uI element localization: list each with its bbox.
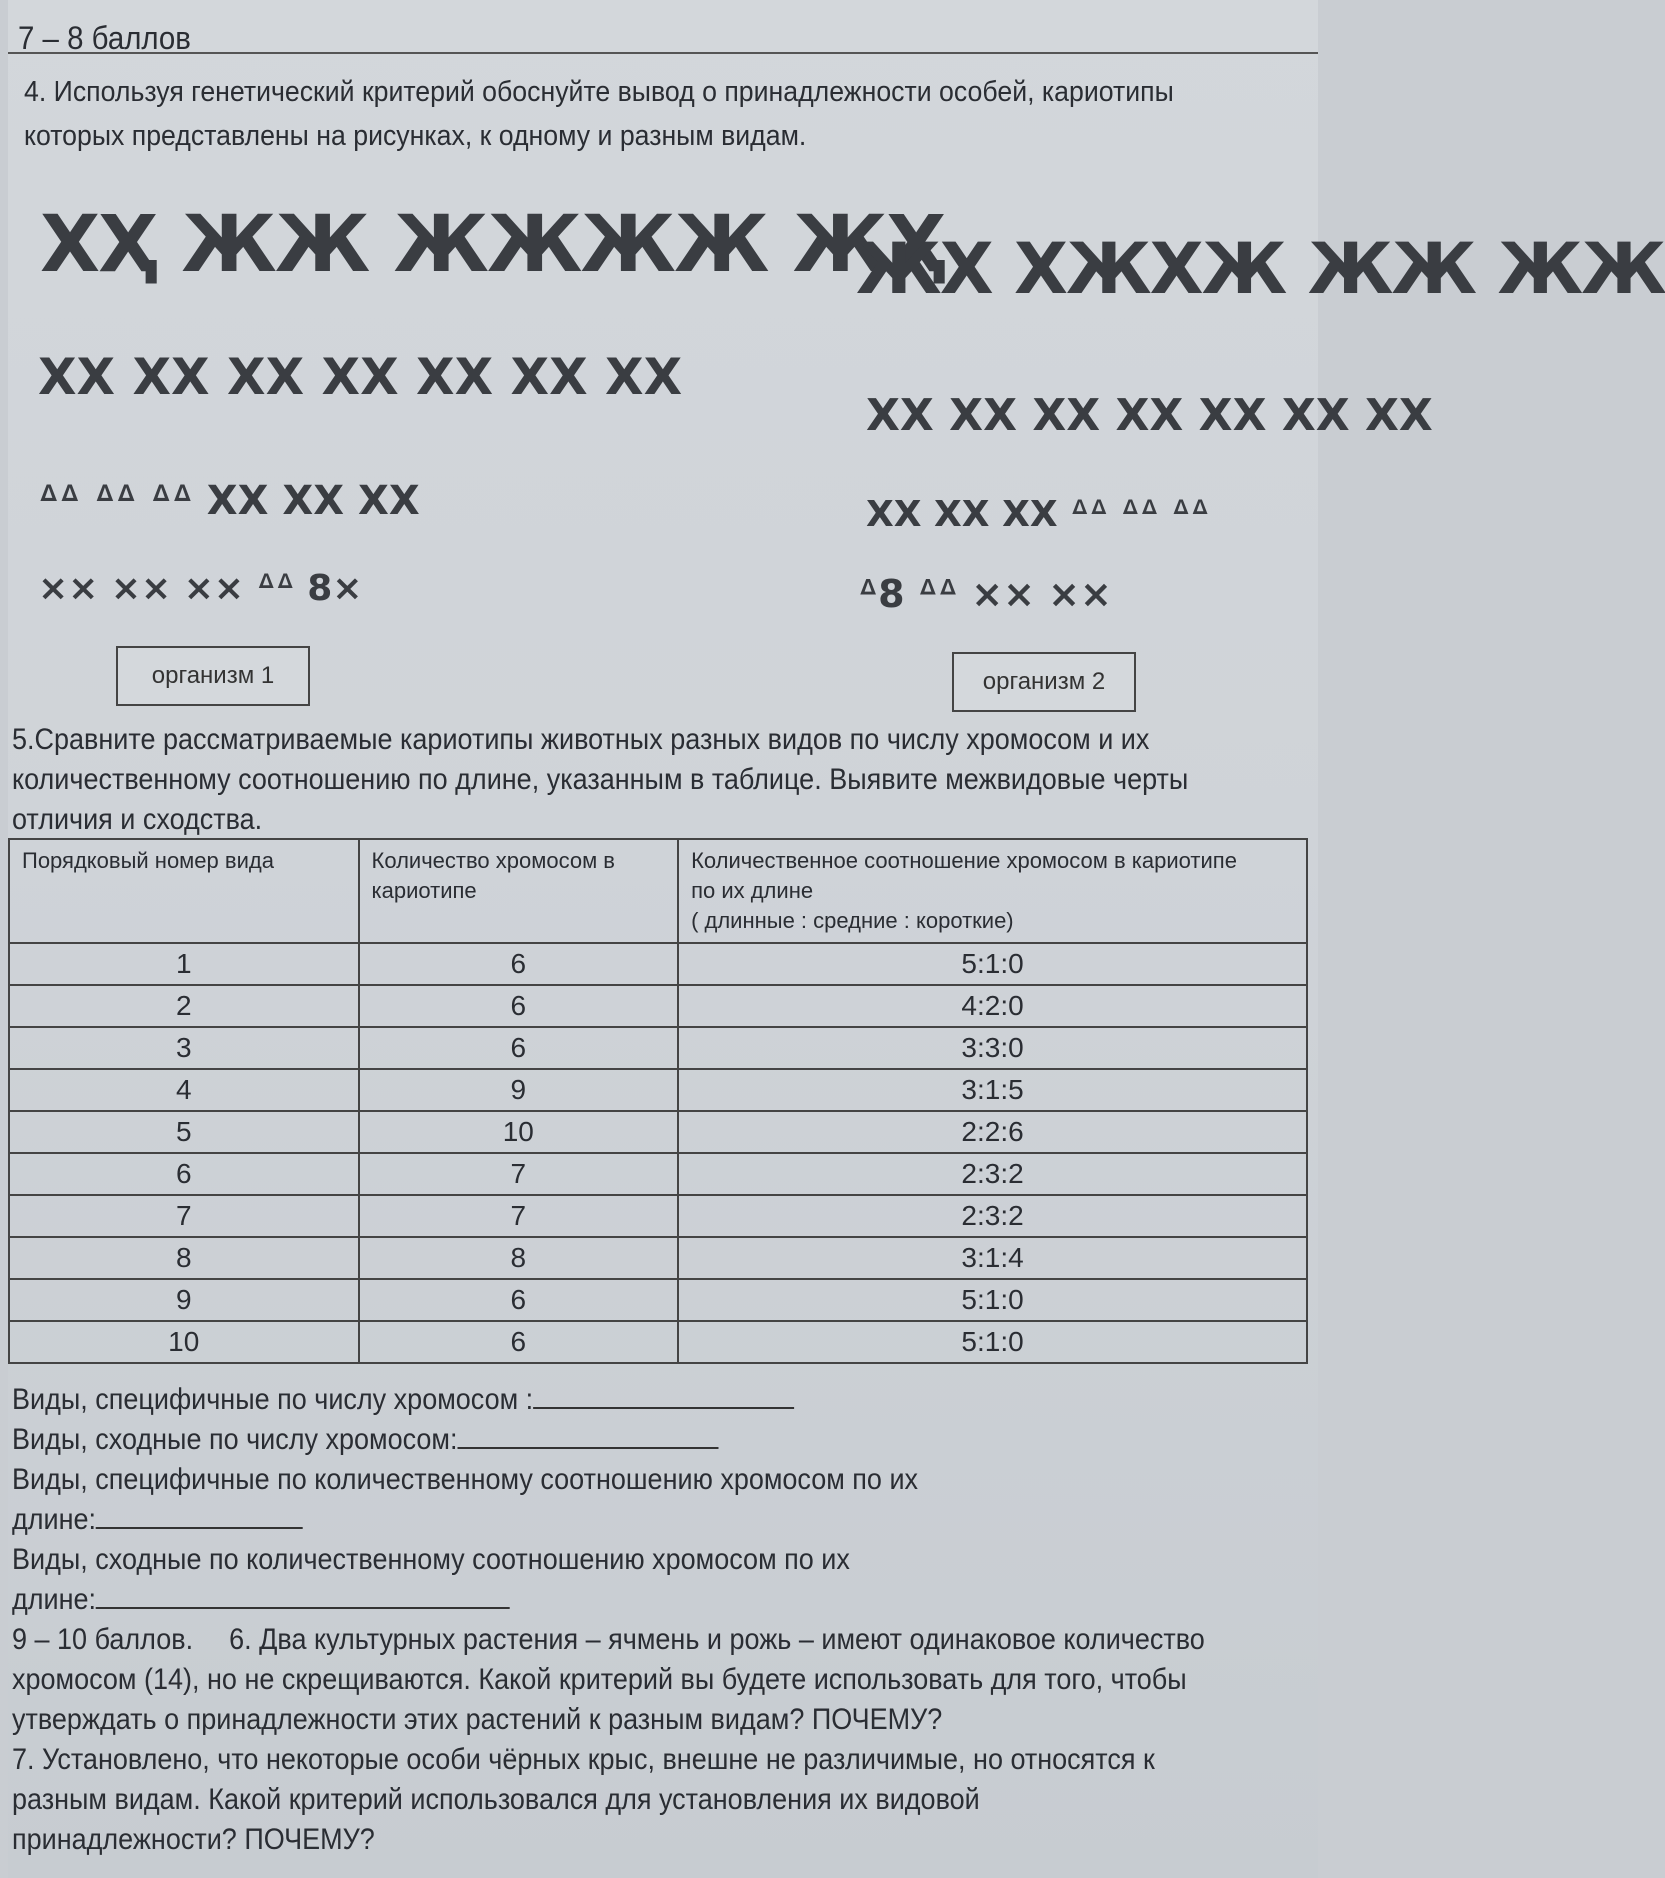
header-length-ratio	[678, 839, 1307, 943]
task-7-line-1: 7. Установлено, что некоторые особи чёрных крыс, внешне не различимые, но относятся к	[12, 1743, 1155, 1776]
chromosome-row-4: ᐞ8 ᐞᐞ ×× ××	[858, 572, 1112, 616]
task-6-line-1	[12, 1620, 1205, 1660]
answer-blank-1[interactable]	[533, 1381, 794, 1409]
points-9-10: 9 – 10 баллов.	[12, 1623, 194, 1656]
answer-specific-ratio-line-1: Виды, специфичные по количественному соотношению хромосом по их	[12, 1463, 919, 1496]
table-row	[9, 1195, 1307, 1237]
table-header-row	[9, 839, 1307, 943]
answer-similar-ratio-line-1: Виды, сходные по количественному соотношению хромосом по их	[12, 1543, 850, 1576]
chromosome-count: 7	[359, 1195, 679, 1237]
length-ratio: 3:3:0	[678, 1027, 1307, 1069]
chromosome-count: 6	[359, 1027, 679, 1069]
header-ratio-line-3: ( длинные : средние : короткие)	[691, 908, 1014, 933]
species-number: 7	[9, 1195, 359, 1237]
header-species-number	[9, 839, 359, 943]
species-number: 4	[9, 1069, 359, 1111]
points-heading: 7 – 8 баллов	[18, 20, 191, 56]
table-row	[9, 1237, 1307, 1279]
task-7-line-2: разным видам. Какой критерий использовался для установления их видовой	[12, 1783, 980, 1816]
species-number: 2	[9, 985, 359, 1027]
chromosome-row-3: ᐞᐞ ᐞᐞ ᐞᐞ ХХ ХХ ХХ	[38, 478, 420, 524]
header-species-number-text: Порядковый номер вида	[22, 848, 274, 873]
chromosome-row-2: ХХ ХХ ХХ ХХ ХХ ХХ ХХ	[866, 390, 1433, 441]
length-ratio: 2:3:2	[678, 1195, 1307, 1237]
table-row	[9, 985, 1307, 1027]
chromosome-count: 6	[359, 1279, 679, 1321]
answer-specific-count	[12, 1380, 1191, 1420]
organism-1-label: организм 1	[116, 646, 310, 706]
chromosome-count: 10	[359, 1111, 679, 1153]
chromosome-row-3: ХХ ХХ ХХ ᐞᐞ ᐞᐞ ᐞᐞ	[866, 494, 1210, 535]
task-6-line-2: хромосом (14), но не скрещиваются. Какой критерий вы будете использовать для того, чтобы	[12, 1663, 1187, 1696]
chromosome-count: 9	[359, 1069, 679, 1111]
worksheet-page	[8, 0, 1665, 1878]
chromosome-count: 6	[359, 985, 679, 1027]
species-number: 9	[9, 1279, 359, 1321]
chromosome-count: 7	[359, 1153, 679, 1195]
header-count-line-1: Количество хромосом в	[371, 848, 615, 873]
chromosome-row-2: ХХ ХХ ХХ ХХ ХХ ХХ ХХ	[38, 348, 683, 406]
answer-specific-count-label: Виды, специфичные по числу хромосом :	[12, 1383, 534, 1416]
species-number: 3	[9, 1027, 359, 1069]
answer-similar-count-label: Виды, сходные по числу хромосом:	[12, 1423, 458, 1456]
length-ratio: 5:1:0	[678, 943, 1307, 985]
table-row	[9, 1153, 1307, 1195]
header-count-line-2: кариотипе	[371, 878, 477, 903]
chromosome-count: 6	[359, 1321, 679, 1363]
task-6-line-3: утверждать о принадлежности этих растений к разным видам? ПОЧЕМУ?	[12, 1703, 943, 1736]
species-number: 5	[9, 1111, 359, 1153]
length-ratio: 3:1:4	[678, 1237, 1307, 1279]
header-ratio-line-2: по их длине	[691, 878, 814, 903]
chromosome-row-1: ЖХ ХЖХЖ ЖЖ ЖЖ	[856, 228, 1665, 310]
table-row	[9, 1027, 1307, 1069]
answer-similar-ratio-label: длине:	[12, 1583, 97, 1616]
length-ratio: 2:2:6	[678, 1111, 1307, 1153]
species-number: 6	[9, 1153, 359, 1195]
chromosome-row-4: ×× ×× ×× ᐞᐞ 8×	[38, 568, 363, 609]
length-ratio: 3:1:5	[678, 1069, 1307, 1111]
top-rule	[8, 52, 1318, 54]
chromosome-count: 8	[359, 1237, 679, 1279]
species-number: 10	[9, 1321, 359, 1363]
answer-specific-ratio-line-2	[12, 1500, 1191, 1540]
answers-section	[12, 1380, 1205, 1860]
length-ratio: 4:2:0	[678, 985, 1307, 1027]
answer-specific-ratio-label: длине:	[12, 1503, 97, 1536]
length-ratio: 5:1:0	[678, 1321, 1307, 1363]
length-ratio: 5:1:0	[678, 1279, 1307, 1321]
species-number: 8	[9, 1237, 359, 1279]
answer-blank-2[interactable]	[458, 1421, 719, 1449]
answer-similar-count	[12, 1420, 1191, 1460]
species-table	[8, 838, 1308, 1364]
table-row	[9, 943, 1307, 985]
organism-2-label: организм 2	[952, 652, 1136, 712]
answer-similar-ratio-line-2	[12, 1580, 1191, 1620]
answer-blank-3[interactable]	[96, 1501, 303, 1529]
header-ratio-line-1: Количественное соотношение хромосом в кариотипе	[691, 848, 1237, 873]
chromosome-row-1: ХҲ ЖЖ ЖЖЖЖ ЖҲ	[40, 200, 945, 290]
length-ratio: 2:3:2	[678, 1153, 1307, 1195]
answer-blank-4[interactable]	[96, 1581, 510, 1609]
task-4-text: 4. Используя генетический критерий обоснуйте вывод о принадлежности особей, кариотипы которых представлены на рисунках, к одному и разным видам.	[24, 76, 1174, 152]
header-chromosome-count	[359, 839, 679, 943]
task-6-text-a: 6. Два культурных растения – ячмень и рожь – имеют одинаковое количество	[229, 1623, 1205, 1656]
species-number: 1	[9, 943, 359, 985]
table-row	[9, 1069, 1307, 1111]
table-row	[9, 1111, 1307, 1153]
chromosome-count: 6	[359, 943, 679, 985]
task-5-text: 5.Сравните рассматриваемые кариотипы животных разных видов по числу хромосом и их количественному соотношению по длине, указанным в таблице. Выявите межвидовые черты отличия и сходства.	[12, 723, 1189, 836]
task-7-line-3: принадлежности? ПОЧЕМУ?	[12, 1823, 375, 1856]
table-row	[9, 1321, 1307, 1363]
table-row	[9, 1279, 1307, 1321]
